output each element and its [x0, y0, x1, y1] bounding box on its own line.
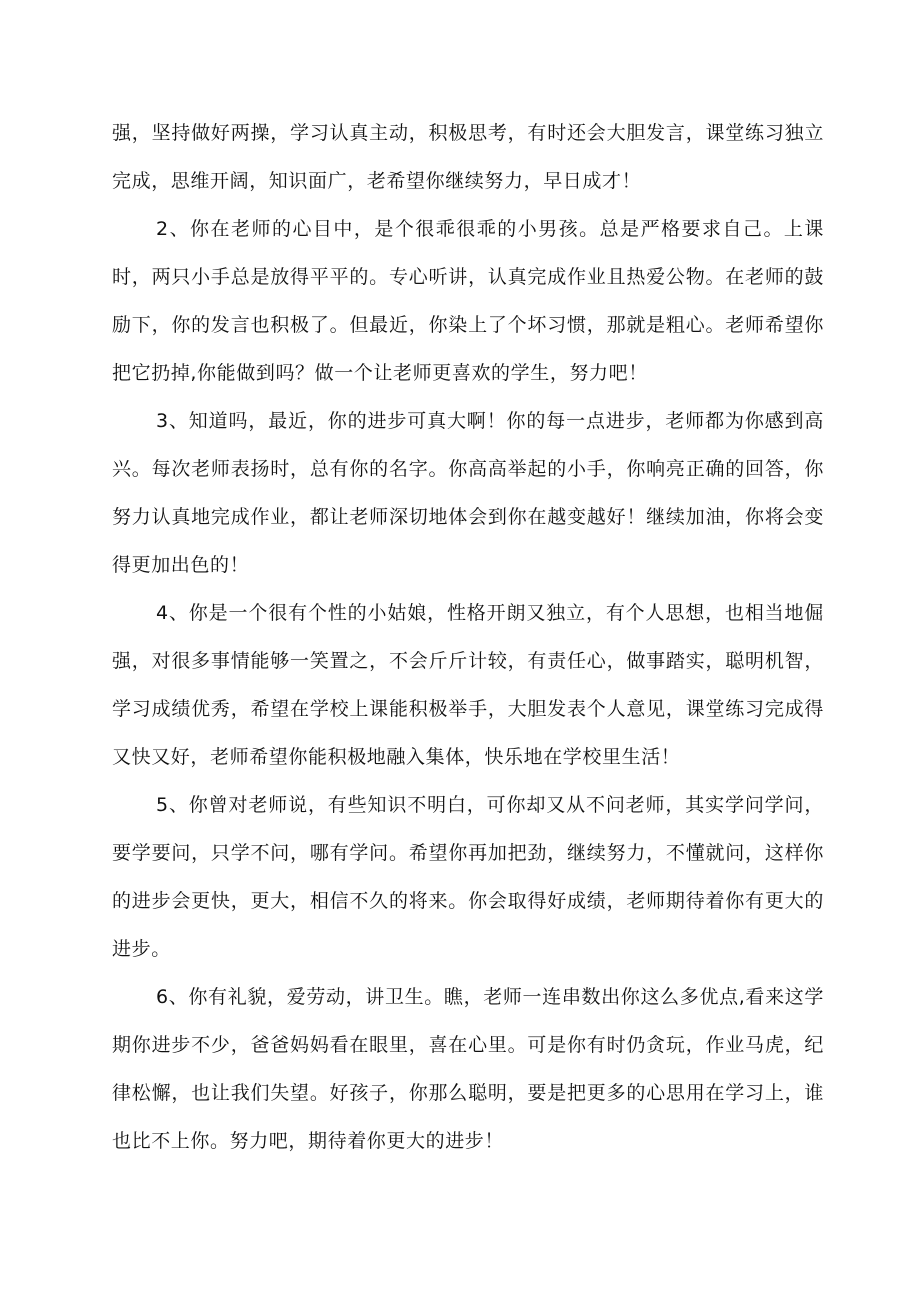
- paragraph-continuation: 强，坚持做好两操，学习认真主动，积极思考，有时还会大胆发言，课堂练习独立完成，思维开阔，知识面广，老希望你继续努力，早日成才！: [112, 122, 824, 192]
- paragraph-comment-2: 2、你在老师的心目中，是个很乖很乖的小男孩。总是严格要求自己。上课时，两只小手总是放得平平的。专心听讲，认真完成作业且热爱公物。在老师的鼓励下，你的发言也积极了。但最近，你染上了个坏习惯，那就是粗心。老师希望你把它扔掉,你能做到吗？做一个让老师更喜欢的学生，努力吧！: [112, 218, 824, 384]
- paragraph-comment-4: 4、你是一个很有个性的小姑娘，性格开朗又独立，有个人思想，也相当地倔强，对很多事情能够一笑置之，不会斤斤计较，有责任心，做事踏实，聪明机智，学习成绩优秀，希望在学校上课能积极举手，大胆发表个人意见，课堂练习完成得又快又好，老师希望你能积极地融入集体，快乐地在学校里生活！: [112, 602, 824, 768]
- paragraph-comment-5: 5、你曾对老师说，有些知识不明白，可你却又从不问老师，其实学问学问，要学要问，只学不问，哪有学问。希望你再加把劲，继续努力，不懂就问，这样你的进步会更快，更大，相信不久的将来。你会取得好成绩，老师期待着你有更大的进步。: [112, 794, 824, 960]
- document-body: [112, 109, 824, 1165]
- paragraph-comment-6: 6、你有礼貌，爱劳动，讲卫生。瞧，老师一连串数出你这么多优点,看来这学期你进步不少，爸爸妈妈看在眼里，喜在心里。可是你有时仍贪玩，作业马虎，纪律松懈，也让我们失望。好孩子，你那么聪明，要是把更多的心思用在学习上，谁也比不上你。努力吧，期待着你更大的进步！: [112, 986, 824, 1152]
- paragraph-comment-3: 3、知道吗，最近，你的进步可真大啊！你的每一点进步，老师都为你感到高兴。每次老师表扬时，总有你的名字。你高高举起的小手，你响亮正确的回答，你努力认真地完成作业，都让老师深切地体会到你在越变越好！继续加油，你将会变得更加出色的！: [112, 410, 824, 576]
